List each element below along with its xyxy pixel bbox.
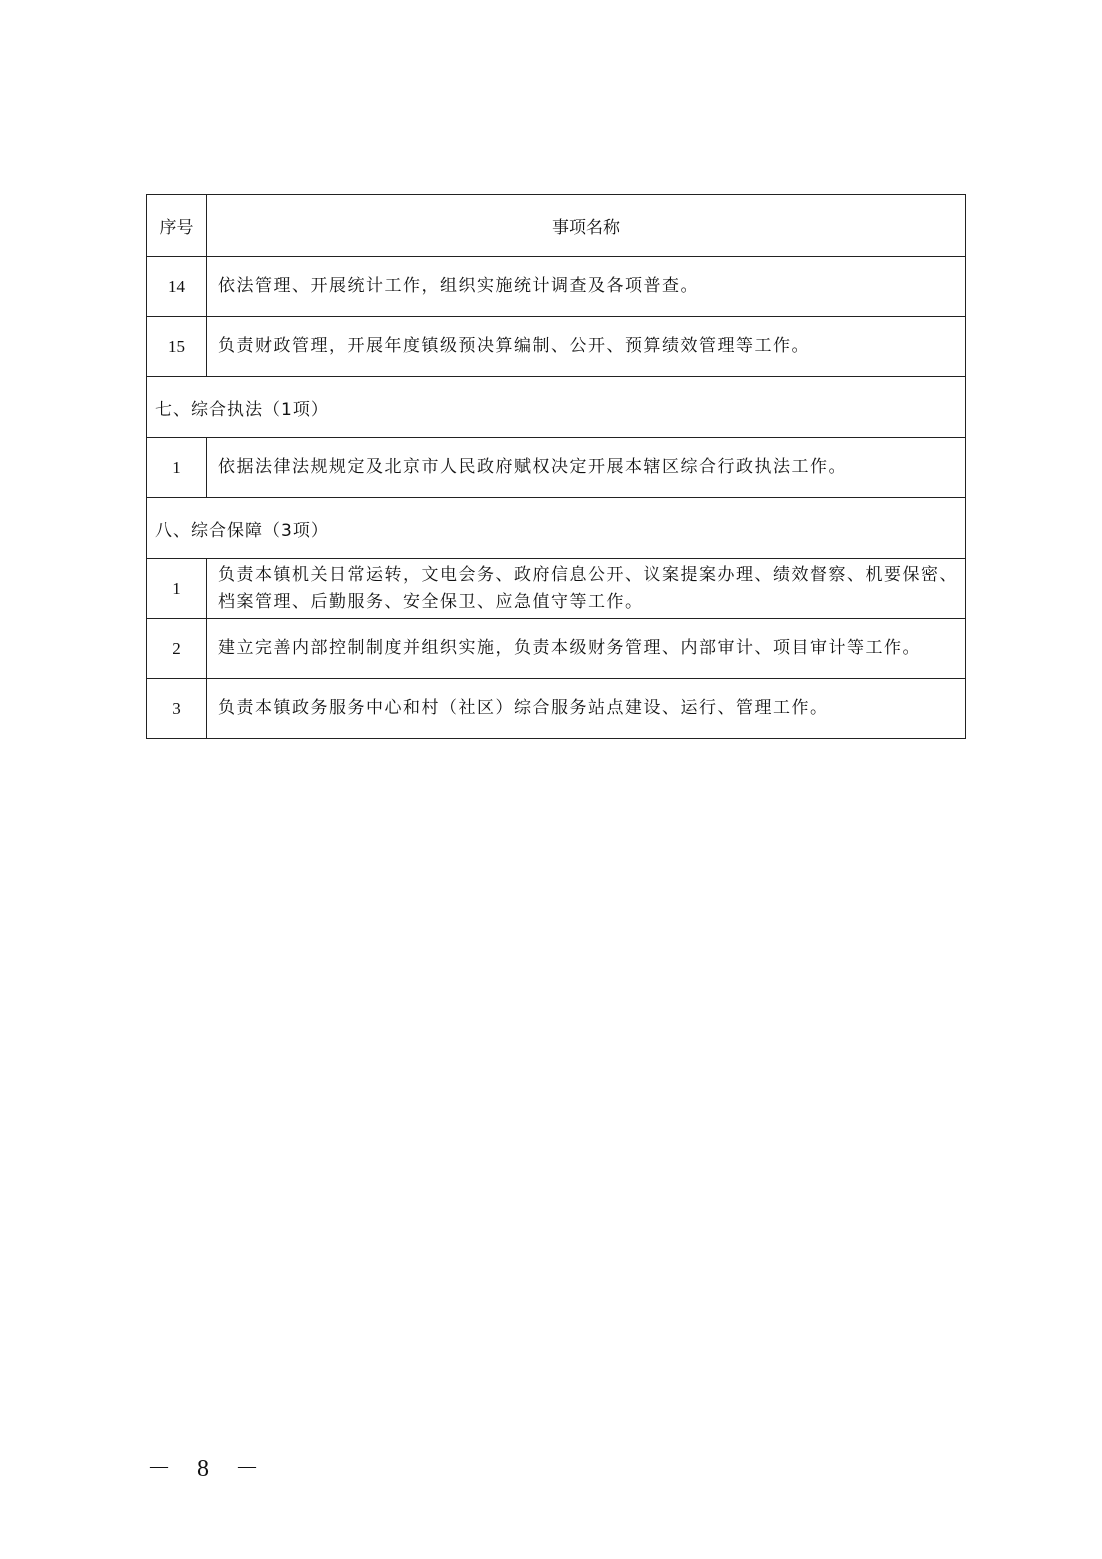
table-header-row bbox=[147, 195, 966, 257]
table-row bbox=[147, 257, 966, 317]
row-index: 3 bbox=[147, 679, 207, 739]
row-text: 依法管理、开展统计工作，组织实施统计调查及各项普查。 bbox=[207, 257, 966, 317]
row-index: 14 bbox=[147, 257, 207, 317]
row-index: 1 bbox=[147, 559, 207, 619]
row-index: 15 bbox=[147, 317, 207, 377]
row-index: 1 bbox=[147, 438, 207, 498]
section-title: 七、综合执法（1项） bbox=[147, 377, 966, 438]
table-row bbox=[147, 679, 966, 739]
section-title: 八、综合保障（3项） bbox=[147, 498, 966, 559]
table-row bbox=[147, 619, 966, 679]
duties-table bbox=[146, 194, 966, 739]
header-name: 事项名称 bbox=[207, 195, 966, 257]
section-row bbox=[147, 377, 966, 438]
page-number: － 8 － bbox=[147, 1456, 269, 1482]
table-row bbox=[147, 559, 966, 619]
section-row bbox=[147, 498, 966, 559]
row-text: 建立完善内部控制制度并组织实施，负责本级财务管理、内部审计、项目审计等工作。 bbox=[207, 619, 966, 679]
row-text: 依据法律法规规定及北京市人民政府赋权决定开展本辖区综合行政执法工作。 bbox=[207, 438, 966, 498]
table-row bbox=[147, 438, 966, 498]
header-index: 序号 bbox=[147, 195, 207, 257]
row-text: 负责本镇机关日常运转，文电会务、政府信息公开、议案提案办理、绩效督察、机要保密、档案管理、后勤服务、安全保卫、应急值守等工作。 bbox=[207, 559, 966, 619]
row-index: 2 bbox=[147, 619, 207, 679]
row-text: 负责本镇政务服务中心和村（社区）综合服务站点建设、运行、管理工作。 bbox=[207, 679, 966, 739]
row-text: 负责财政管理，开展年度镇级预决算编制、公开、预算绩效管理等工作。 bbox=[207, 317, 966, 377]
table-row bbox=[147, 317, 966, 377]
